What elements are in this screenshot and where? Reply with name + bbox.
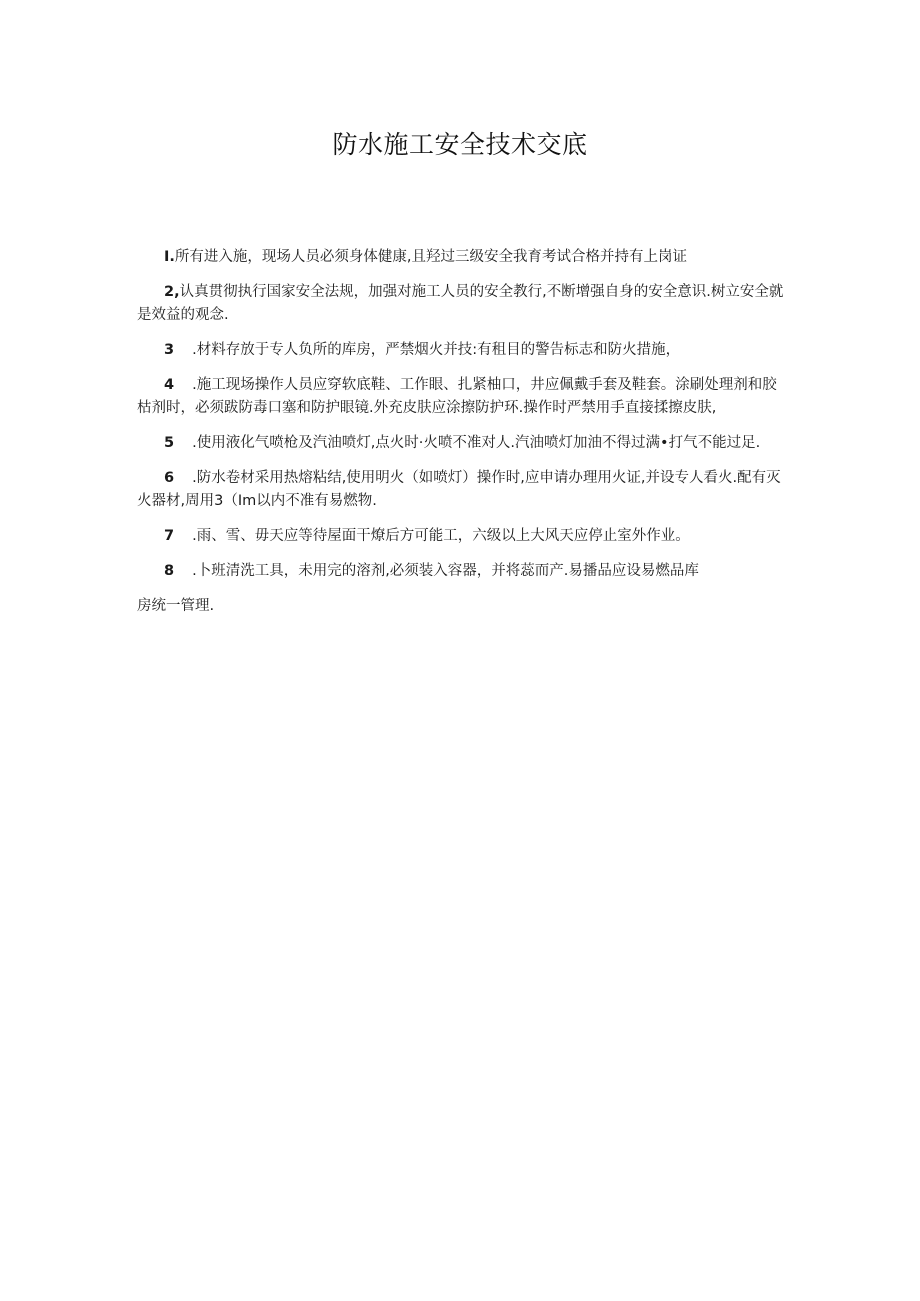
paragraph-number: I. <box>164 249 175 265</box>
paragraph-text: 所有进入施，现场人员必须身体健康,且羟过三级安全我育考试合格并持有上岗证 <box>174 249 688 265</box>
paragraph-text: .施工现场操作人员应穿软底鞋、工作眼、扎紧柚口，井应佩戴手套及鞋套。涂刷处理剂和胶枯剂时，必须跋防毒口塞和防护眼镜.外充皮肤应涂擦防护环.操作时严禁用手直接揉擦皮肤, <box>137 377 777 416</box>
paragraph-number: 6 <box>164 470 175 486</box>
paragraph-2 <box>137 281 787 327</box>
paragraph-6 <box>137 467 787 513</box>
paragraph-text: .卜班清洗工具，未用完的溶剂,必须装入容器，并将蕊而产.易播品应设易燃品库 <box>192 563 699 579</box>
paragraph-text: .使用液化气喷枪及汽油喷灯,点火时·火喷不准对人.汽油喷灯加油不得过满•打气不能过足. <box>192 435 761 451</box>
paragraph-1 <box>137 246 787 269</box>
paragraph-text: .防水卷材采用热熔粘结,使用明火（如喷灯）操作时,应申请办理用火证,并设专人看火.配有灭火器材,周用3（Im以内不准有易燃物. <box>137 470 781 509</box>
paragraph-number: 5 <box>164 435 175 451</box>
document-title: 防水施工安全技术交底 <box>332 130 588 159</box>
document-body <box>137 246 787 630</box>
paragraph-3 <box>137 339 787 362</box>
paragraph-number: 2, <box>164 284 180 300</box>
paragraph-text: 认真贯彻执行国家安全法规，加强对施工人员的安全教行,不断增强自身的安全意识.树立安全就是效益的观念. <box>137 284 784 323</box>
paragraph-number: 3 <box>164 342 175 358</box>
paragraph-text: .材料存放于专人负所的库房，严禁烟火并技:有租目的警告标志和防火措施， <box>192 342 681 358</box>
paragraph-text: .雨、雪、毋天应等待屋面干燎后方可能工，六级以上大风天应停止室外作业。 <box>192 528 690 544</box>
paragraph-number: 4 <box>164 377 175 393</box>
paragraph-4 <box>137 374 787 420</box>
paragraph-number: 7 <box>164 528 175 544</box>
paragraph-8 <box>137 560 787 583</box>
paragraph-5 <box>137 432 787 455</box>
paragraph-tail: 房统一管理. <box>137 598 215 614</box>
paragraph-number: 8 <box>164 563 175 579</box>
paragraph-7 <box>137 525 787 548</box>
